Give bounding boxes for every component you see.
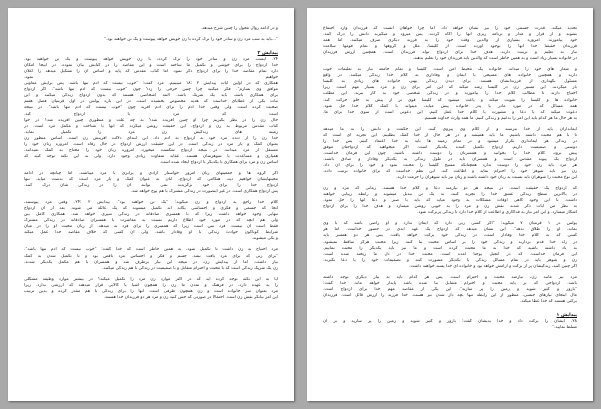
paragraph-line: تنهایی وجود خواهد داشت زیرا که با همسری صادقانه در زندگی سپری خواهد شد. همکاری کامل بین [24,212,278,218]
paragraph-line: موافق وی بسازم". فکر میکنید چرا چنین حرفی را زد؟ چون "خوب نیست که آدم تنها باشد". اگر ازدواج [24,87,278,93]
paragraph-line: و یکی میشوند. [251,236,278,242]
paragraph-line: آنجا که جسمی و فکری و احساسی یگانه اند تکمیل میشوند که یک عائله می شوند. بعد از آن ازدواج [24,206,278,212]
paragraph-line: خواهیم نمود. [24,75,278,81]
paragraph-gap [24,43,278,48]
paragraph-line: مسئول نگهداری از فرزندانشان هستند. برای دیدن زندگی بهتر، خانواده های زیادی به کلیسا [323,79,577,85]
closing-line: ۲۸. ایشان را برکت داد و خدا بدیشان گفت: بارور و کثیر شوید و زمین را پر سازید و بر آن [323,318,577,324]
document-page-left [8,8,294,401]
paragraph-line: اساس زن و مرد برای همکاری با یکدیگر با ازدواج ایجاد شده است. [159,159,278,165]
paragraph-line: کلام خدا راجع به ازدواج و زن میگوید: "یک تن خواهند بود". پیدایش ۲ :۲۴. وقتی مرد پیوستند، [24,200,278,206]
paragraph-line: بعنوان کمک و یار مرد در زندگی است. در این حقیقت ارزش ازدواج در حال رفاه است. امروزه زنان خود را [24,141,278,147]
paragraph-gap [323,305,577,310]
paragraph-line: برکتی هستند که خدا عطا میکند. [519,298,577,304]
paragraph-line: ولی هم آنچه که در مورد خود اطلاع داریم نسبت به معاشرت با همسران صادقانه در زندگی مشترک [24,218,278,224]
paragraph-line: مرد بعنوان سر خانواده است و زن همچون ظرفی است. آنها را برای زندگی با هم مقدر کرده و بدین ترتیب [24,288,278,294]
paragraph-line: "بارور و کثیر شوید و زمین را پر سازید". این یکی از مقاصد مهم خدا برای ازدواج است. [323,286,577,292]
paragraph-line: همه مسائل که در مورد مادر یا پدر خانواده پیش میاید، میتواند با کمک کلام خدا حل شود. [323,103,577,109]
paragraph-line: تحدید میکند. قدرت جسمی خود را نیز نشان خواهد داد. اما چرا خواهان آنست که فرزندان وارد اجتماع [323,26,577,31]
paragraph-line: خدا زن را از دنده مرد خود به ازدواج به آدم داد. این ابتدای دلالت افرینش زن است. اساس منظور زن [24,135,278,141]
paragraph-line: دارد تمام مقاصد خدا را برای ازدواج ذکر نمود. اما کتاب مقدس که پایه و اساس آن را تشکیل میدهد را اعلان [24,69,278,75]
paragraph-line: احتیاج دارند تا مطالب کلام خدا را بیاموزند و در زندگی شخصی خود به کار ببرند. این مطلب [323,91,577,97]
paragraph-line: پیش برود، کلام خدا را بخوانید و همسرتان را دوست داشته باشید، چون این فرمان خداست. [323,150,577,156]
paragraph-line: به هر حال ما هر کدام باید این امر را بدانیم و زندگی کنیم. ما همه وارث خداوند هستیم. [423,115,577,121]
paragraph-line: آیا به این نکته توجه کرده اید که در اکثر موارد زن مرد را تکمیل میکند؟ در بیشتر موارد وظیفه مشکلی [24,276,278,282]
paragraph-line: این نوع محبت را شوهران باید نسبت به زنان خود داشته باشند و زنان نیز باید شوهران را حرمت دارند. [395,175,577,181]
paragraph-line: به یاد داشته باشید که خدا به ما محبت کرده است و ما نیز باید یکدیگر را محبت نماییم. [323,245,577,251]
paragraph-line: زن و شوهر باید در تمام مسائل زندگی با یکدیگر مشورت کنند و تصمیمات خود را با دعا بگیرند. [323,257,577,263]
paragraph-line: همیاری و مساعدت با شوهرشان هستند. عقاید متفاوت زیادی وجود دارد. ولی به این نکته توجه کنید که [24,153,278,159]
right-page-content [323,26,577,331]
paragraph-line: این امر بیانگر نقش زن است. احتمالا در صورتی که حس کنید زن و مرد هر دو فرزندان خدا هستند. [103,294,278,300]
paragraph-line: ۲۴. اپسب مرد زن و سادر خود را ترک کرده، با زن خویش خواهد پیوست و یک تن خواهند بود. [24,57,278,63]
paragraph-line: خود بیاموزند. امروزه بسیاری از والدین وقت خود را به فرزند دیگری صرف میکنند. اما همه [323,38,577,44]
paragraph-line: ایمانداران باید از خدا بترسند و از کلام وی پیروی کنند. این حکمت و دانش را به ما میدهد [323,126,577,132]
paragraph-line: دعوت میکند که با دعا و مشورت با کلام خدا عمل کنیم. این دعوتی است از سوی خدا برای ما. [323,109,577,115]
paragraph-line: را به عهده دارد، در فرهنگ و تمدن ما زن را همچون اشیا یا کالایی قرار میدهند که ارزشی ندارد. زیرا [24,282,278,288]
paragraph-line: "برای زنی که برای مرد یافت نشد. جسم و فکر و احساس مرد ناقص بود و تا تکمیل شدن به کمک [24,253,278,259]
paragraph-line: همکاری که در اولین آیات پیدایش ۲ :۱۸ میبینیم. مرد گفت: "خوب نیست که آدم تنها باشد. پس برایش معاونی [24,81,278,87]
intro-line: و در ادامه روال محول را چنین شرح میدهد. [200,26,278,31]
paragraph-line: خانواده ها و کلیسا را تقویت میکند و باعث میشود که کلیسا قوی تر از پیش به جلو حرکت کند. [323,97,577,103]
paragraph-line: فقط است آن نیست. فرد سن است زیرا که همسری را برای فرد به میدهد. از زبان محبت او را در میان [24,224,278,230]
paragraph-line: پولس در ۱ قرنتیان ۷ میگوید: "اگر کسی زنی دارد که ایمان ندارد و او راضی باشد که با وی [323,221,577,227]
closing-line: تسلط نمایید." [552,325,577,331]
paragraph-line: دارند و همچنین خانواده های مسیحی با ایمان و وفاداری به کلام خدا زندگی میکنند. در واقع [323,73,577,79]
paragraph-line: بماند، او را طلاق ندهد". این نشان میدهد که ازدواج یک عهد ابدی در حضور خداست. اما هر [323,227,577,233]
paragraph-line: مال اینجای نیازهای جنسی، منظور از این رابطه تنها بچه دار شدن نیز هست. خدا فرزند را ارزش قائل است. فرزندان [323,292,577,298]
paragraph-line: محبتهایشان خواهیم دید، هنگامی که ازدواج، آنان به عنوان کمک و یار مرد است که بدست میاید. تنها [24,176,278,182]
section-heading: پیدایش ۲ [257,51,278,57]
paragraph-line: که ازدواج یک حقیقت است. در نتیجه هر دو نیازمند دعا و کلام خدا هستند. زمانی که مرد و زن [323,186,577,192]
paragraph-line: در بالاترین سطح زندگی عشق خدا را تجربه کنند، به یک تن تبدیل میشوند و رابطه زیبایی خواهند [323,192,577,198]
paragraph-line: در خانواده بسیار زیاد است و به همین خاطر است که والدین باید فرزندان خود را تعلیم بدهند. [412,56,577,62]
paragraph-line: زمینه های زندگیش زن مرد را تکمیل نماید. [24,129,278,135]
paragraph-line: زن نیز باید شوهر خود را احترام نماید و اطاعت کند. این نظم خداست که برای خانواده ترتیب داده. [323,169,577,175]
paragraph-line: پس ازدواج همکاری است. در غیر اینصورت در زندگی مشترک با هم پوچ خواهد شد. [130,189,278,195]
paragraph-line: ازدواج خدا را برای خود برگزیدند نمی توانند آن را در زندگی شان درک کنند. [24,183,278,189]
paragraph-line: مرد احتیاج به زن داشت تا تکمیل شود، به همین خاطر است که خدا گفت: "خوب نیست که آدم تنها باشد". [24,247,278,253]
paragraph-line: زن یک شریک زندگی است که با محبت و احترام متقابل و با صمیمیت در زندگی با هم زندگی میکنند. [102,265,278,271]
paragraph-line: در راه خدا قدم بردارند و زندگی خود را بر اساس محبت بنا کنند. زیرا محبت هرگز ساقط نمیشود. [323,239,577,245]
paragraph-line: در زندگی هر ایمانداری تکرار میشود و در تمام زمینه ها باید به خدا اعتماد کنیم. پس خدا را [323,138,577,144]
paragraph-line: هر مرد باید زن خود را دوست بدارد همچنانکه مسیح کلیسا را محبت نمود و خود را برای آن داد. [323,162,577,168]
paragraph-line: داشت. با این وجود گاهی اوقات مشکلات به وجود میاید که باید با صبر و دعا آنها را حل نمود. [323,198,577,204]
paragraph-line: اگر چنین کنند، زندگیشان پر از برکت و آرامش خواهد بود و خانواده ای خدا پسند خواهند داشت. [409,263,577,269]
paragraph-line: بشوند و از قرار و مدار و برنامه ریزی آنها را آگاه گردند. پس میرود و میگیرند دانش را درک کنند. [323,32,577,38]
paragraph-line: نیاز داشت. اما از پیدایش زن، در نتیجه این نیاز برطرف شد و همسران با هم مکمل یکدیگر شدند. [24,259,278,265]
paragraph-line: اگر گروه ها و جمعیتهای زنان امروز خواستار آزادی و برابری با مرد میباشند. اما چنانچه در ادامه [24,170,278,176]
paragraph-line: مستقل از مرد میدانند. در نتیجه ازدواج شکست میخورد. امروزه زنان خود را محتاج به کمک نمیدانند. [24,147,278,153]
paragraph-line: برای همکاری باشد، باید یک شریک باشد. البته اشخاصی هستند که بدون ازدواج زندگی میکنند و این [24,93,278,99]
paragraph-line: دوستی و صمیمیت داریم. ازدواج تکمیل کننده یکدیگر است. اگر میخواهید که ازدواجتان موفق [323,144,577,150]
paragraph-line: خدا ازدواج را برای خوشی و تکمیل ما ساخته است و این مقاصد را در کتابش بیان نموده. در اینجا امکان [24,63,278,69]
paragraph-line: فرزندان حقیقتا خدا آنها را بوجود آورده است. از کلیسا، ملل و گروهها و تمام قومها سلامت [323,44,577,50]
paragraph-line: باز میگردند. این مسیر زن در کلیسا رشد میکند که این امر برای زن و مرد بسیار مهم است. زیرا [323,85,577,91]
left-page-content [24,26,278,301]
paragraph-line: تا با هم محبت داشته باشیم. ما باید همیشه و در هر حال از خدا کمک بطلبیم. این تجربه ای است که [323,132,577,138]
paragraph-line: ازدواج یک پیوند مقدس است و همسران باید در طول زندگی به یکدیگر وفادار و صادق باشند. [323,156,577,162]
paragraph-line: صحبت کرده است. ولی وقتی خدا آدم را برای آدم آفرید چون "خوب نیست که آدم تنها باشد". در نتیجه [24,105,278,111]
quote-line: "...باید به سب مرد زن و سادر خود را ترک کرده با زن خویش خواهد پیوست و یگ تن خواهند بود." [103,37,278,43]
paragraph-line: و شعار های خود را میداند. خانواده یک محیط امن است. کلیسا و تمام جامعه نیاز به تعلیمات خوب [323,67,577,73]
paragraph-line: آشکار میسازد. و این امر نیاز به فداکاری و اطاعت از کلام خدا دارد تا زندگی پربرکت شود. [417,210,577,216]
paragraph-line: حال زن را در نظر بگیریم چرا او چنین آفریده شد؟ به چه علت و منظوری چنین آفریده شد؟ در حوا [24,117,278,123]
paragraph-line: به نظر من آیات ذکر شده، نقش زن و مرد را به خوبی روشن میسازد و هدف خدا را برای ازدواج [323,204,577,210]
paragraph-line: شرایط کوناگون حوادث زندگی با او وفادار باشد. ولی آن کسی که خلاف مقاصد خدا عمل میکند [24,230,278,236]
paragraph-line: کتاب مقدس مربوط به زن و ازدواج، این حقیقت روشن میگردد که آنها با شناخت و مکمل مرد است. در [24,123,278,129]
paragraph-line: مرد نیز مانند زن، نیازمند محبت و احترام است. پس هر کدام باید به نیاز دیگری توجه داشته [323,274,577,280]
paragraph-line: ثبات یکی از عطایای خداست که هدیه مخصوص بخشیده است. در این باره پولس در اول قرنتیان فصل هفتم [24,99,278,105]
document-page-right [307,8,593,401]
section-heading: پیدایش ۱ [556,312,577,318]
paragraph-line: کسی که به کلام خدا وفادار است، در زندگی خود برکت خواهد یافت. پس هر دو همسر باید [323,233,577,239]
paragraph-line: باشد. ازدواجی که بر پایه محبت و احترام متقابل بنا شده باشد پایدار خواهد ماند. خدا گفت: [323,280,577,286]
paragraph-line: نیاز به تعلیم و تربیت دارند. هدف خدا برای ازدواج تولد فرزندان است. همچنین ارزش فرزندان [323,50,577,56]
paragraph-line: این فرمان خداست. که در انجیل یوحنا آمده است. محبت خدا در دل ما ریخته شده است. [323,251,577,257]
paragraph-line: است که مرد با ازدواج کند. [24,111,278,117]
